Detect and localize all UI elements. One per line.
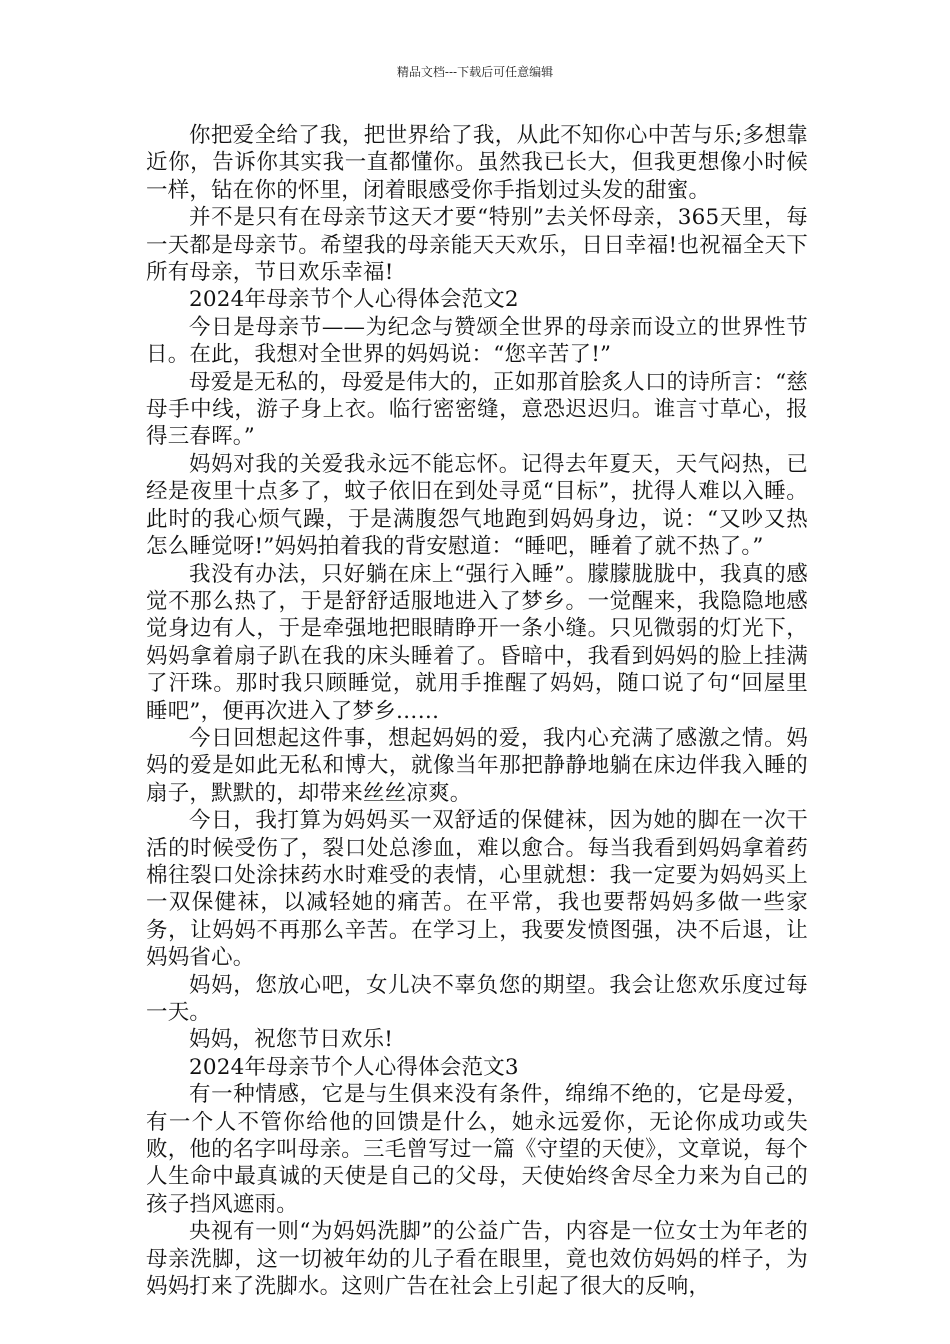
paragraph: 今日，我打算为妈妈买一双舒适的保健袜，因为她的脚在一次干活的时候受伤了，裂口处总渗血，难以愈合。每当我看到妈妈拿着药棉往裂口处涂抹药水时难受的表情，心里就想：我一定要为妈妈买上一双保健袜，以减轻她的痛苦。在平常，我也要帮妈妈多做一些家务，让妈妈不再那么辛苦。在学习上，我要发愤图强，决不后退，让妈妈省心。	[146, 808, 808, 971]
paragraph: 有一种情感，它是与生俱来没有条件，绵绵不绝的，它是母爱，有一个人不管你给他的回馈是什么，她永远爱你，无论你成功或失败，他的名字叫母亲。三毛曾写过一篇《守望的天使》，文章说，每个人生命中最真诚的天使是自己的父母，天使始终舍尽全力来为自己的孩子挡风遮雨。	[146, 1082, 808, 1217]
section-title: 2024年母亲节个人心得体会范文3	[189, 1054, 519, 1080]
paragraph: 你把爱全给了我，把世界给了我，从此不知你心中苦与乐;多想靠近你，告诉你其实我一直都懂你。虽然我已长大，但我更想像小时候一样，钻在你的怀里，闭着眼感受你手指划过头发的甜蜜。	[146, 123, 808, 203]
paragraph: 母爱是无私的，母爱是伟大的，正如那首脍炙人口的诗所言：“慈母手中线，游子身上衣。临行密密缝，意恐迟迟归。谁言寸草心，报得三春晖。”	[146, 369, 808, 450]
paragraph: 妈妈，祝您节日欢乐!	[189, 1027, 394, 1053]
paragraph: 今日是母亲节——为纪念与赞颂全世界的母亲而设立的世界性节日。在此，我想对全世界的妈妈说：“您辛苦了!”	[146, 314, 808, 368]
paragraph: 今日回想起这件事，想起妈妈的爱，我内心充满了感激之情。妈妈的爱是如此无私和博大，就像当年那把静静地躺在床边伴我入睡的扇子，默默的，却带来丝丝凉爽。	[146, 725, 808, 806]
document-body	[146, 122, 808, 1300]
paragraph: 妈妈对我的关爱我永远不能忘怀。记得去年夏天，天气闷热，已经是夜里十点多了，蚊子依旧在到处寻觅“目标”，扰得人难以入睡。此时的我心烦气躁，于是满腹怨气地跑到妈妈身边，说：“又吵又热怎么睡觉呀!”妈妈拍着我的背安慰道：“睡吧，睡着了就不热了。”	[146, 451, 808, 560]
paragraph: 我没有办法，只好躺在床上“强行入睡”。朦朦胧胧中，我真的感觉不那么热了，于是舒舒适服地进入了梦乡。一觉醒来，我隐隐地感觉身边有人，于是牵强地把眼睛睁开一条小缝。只见微弱的灯光下，妈妈拿着扇子趴在我的床头睡着了。昏暗中，我看到妈妈的脸上挂满了汗珠。那时我只顾睡觉，就用手推醒了妈妈，随口说了句“回屋里睡吧”，便再次进入了梦乡……	[146, 561, 808, 724]
page-header: 精品文档---下载后可任意编辑	[396, 65, 554, 79]
paragraph: 妈妈，您放心吧，女儿决不辜负您的期望。我会让您欢乐度过每一天。	[146, 972, 808, 1025]
section-title: 2024年母亲节个人心得体会范文2	[189, 287, 519, 313]
paragraph: 央视有一则“为妈妈洗脚”的公益广告，内容是一位女士为年老的母亲洗脚，这一切被年幼的儿子看在眼里，竟也效仿妈妈的样子，为妈妈打来了洗脚水。这则广告在社会上引起了很大的反响，	[146, 1219, 808, 1300]
paragraph: 并不是只有在母亲节这天才要“特别”去关怀母亲，365天里，每一天都是母亲节。希望我的母亲能天天欢乐，日日幸福!也祝福全天下所有母亲，节日欢乐幸福!	[146, 205, 808, 286]
